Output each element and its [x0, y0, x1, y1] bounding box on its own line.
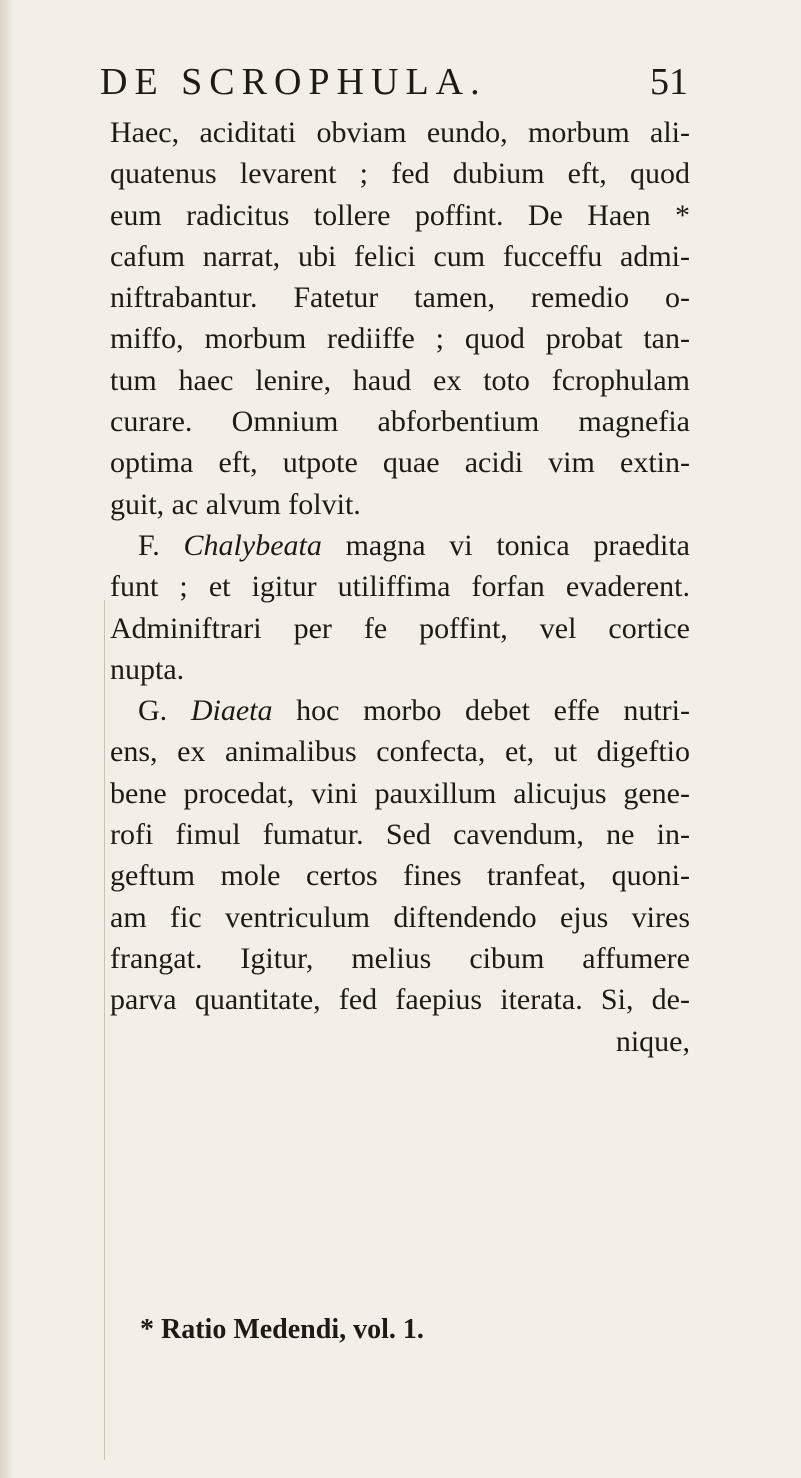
text-line: guit, ac alvum folvit. — [110, 487, 361, 521]
text-line: eum radicitus tollere poffint. De Haen * — [110, 198, 690, 232]
section-label: F. — [138, 528, 160, 562]
text-line: quatenus levarent ; fed dubium eft, quod — [110, 157, 690, 191]
text-line: curare. Omnium abforbentium magnefia — [110, 405, 690, 439]
running-head-title: DE SCROPHULA. — [100, 61, 487, 103]
text-fragment: magna vi tonica praedita — [345, 528, 690, 562]
text-line: funt ; et igitur utiliffima forfan evaderent. — [110, 570, 690, 604]
gutter-shadow — [0, 0, 14, 1478]
text-line: am fic ventriculum diftendendo ejus vires — [110, 900, 690, 934]
text-line: ens, ex animalibus confecta, et, ut digeftio — [110, 735, 690, 769]
page-edge-line — [104, 600, 105, 1460]
text-line: nupta. — [110, 652, 185, 686]
text-line: miffo, morbum rediiffe ; quod probat tan- — [110, 322, 690, 356]
section-g-first-line — [110, 690, 690, 731]
text-line: tum haec lenire, haud ex toto fcrophulam — [110, 363, 690, 397]
text-line: frangat. Igitur, melius cibum affumere — [110, 941, 690, 975]
text-line: rofi fimul fumatur. Sed cavendum, ne in- — [110, 818, 690, 852]
text-line: parva quantitate, fed faepius iterata. Si, de- — [110, 983, 690, 1017]
text-line: optima eft, utpote quae acidi vim extin- — [110, 446, 690, 480]
section-label: G. — [138, 694, 168, 728]
section-f-first-line — [110, 525, 690, 566]
body-text — [110, 112, 690, 1062]
text-line: Haec, aciditati obviam eundo, morbum ali- — [110, 116, 690, 149]
text-line: cafum narrat, ubi felici cum fucceffu admi- — [110, 239, 690, 273]
text-line: niftrabantur. Fatetur tamen, remedio o- — [110, 281, 690, 315]
section-term: Chalybeata — [183, 528, 322, 562]
text-line: bene procedat, vini pauxillum alicujus gene- — [110, 776, 690, 810]
text-line: Adminiftrari per fe poffint, vel cortice — [110, 611, 690, 645]
page-number: 51 — [650, 61, 688, 103]
text-line: geftum mole certos fines tranfeat, quoni- — [110, 859, 690, 893]
catchword: nique, — [615, 1024, 690, 1058]
section-term: Diaeta — [190, 694, 273, 728]
footnote: * Ratio Medendi, vol. 1. — [140, 1314, 424, 1345]
text-fragment: hoc morbo debet effe nutri- — [296, 694, 690, 728]
